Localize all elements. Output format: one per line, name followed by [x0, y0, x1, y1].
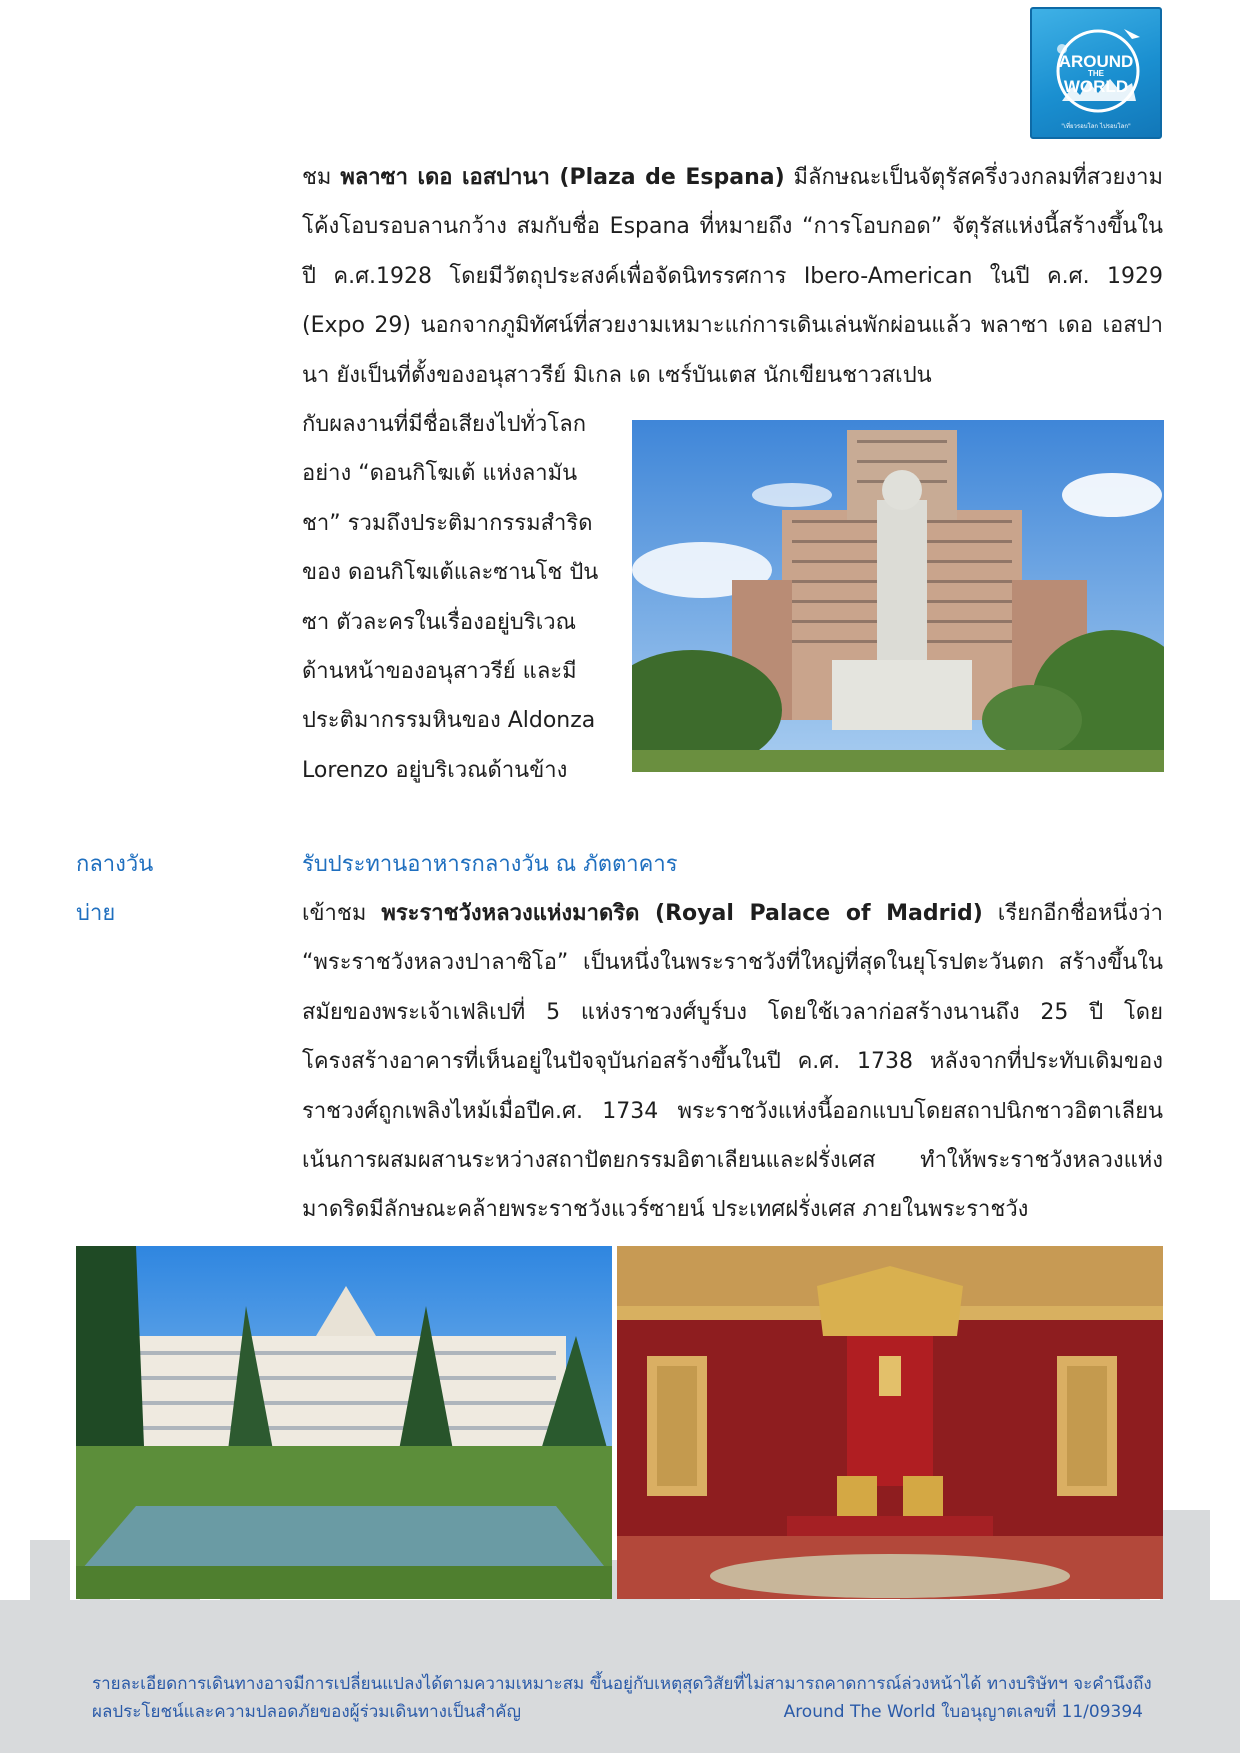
logo-text-the: THE	[1088, 69, 1104, 78]
footer-license: Around The World ใบอนุญาตเลขที่ 11/09394	[783, 1702, 1143, 1722]
footer-disclaimer-line1: รายละเอียดการเดินทางอาจมีการเปลี่ยนแปลงได้ตามความเหมาะสม ขึ้นอยู่กับเหตุสุดวิสัยที่ไม่สามารถคาดการณ์ล่วงหน้าได้ ทางบริษัทฯ จะคำนึงถึง	[92, 1674, 1152, 1694]
afternoon-label: บ่าย	[76, 901, 116, 926]
royal-palace-exterior-photo	[76, 1246, 612, 1599]
logo-text-world: WORLD	[1063, 77, 1129, 96]
lunch-text: รับประทานอาหารกลางวัน ณ ภัตตาคาร	[302, 852, 678, 877]
plaza-de-espana-photo	[632, 420, 1164, 772]
plaza-text: มีลักษณะเป็นจัตุรัสครึ่งวงกลมที่สวยงาม โค้งโอบรอบลานกว้าง สมกับชื่อ Espana ที่หมายถึง “การโอบกอด” จัตุรัสแห่งนี้สร้างขึ้นในปี ค.ศ.1928 โดยมีวัตถุประสงค์เพื่อจัดนิทรรศการ Ibero-American ในปี ค.ศ. 1929 (Expo 29) นอกจากภูมิทัศน์ที่สวยงามเหมาะแก่การเดินเล่นพักผ่อนแล้ว พลาซา เดอ เอสปานา ยังเป็นที่ตั้งของอนุสาวรีย์ มิเกล เด เซร์บันเตส นักเขียนชาวสเปน	[302, 165, 1163, 388]
palace-intro: เข้าชม	[302, 901, 367, 926]
plaza-side-paragraph: กับผลงานที่มีชื่อเสียงไปทั่วโลก อย่าง “ดอนกิโฆเต้ แห่งลามันชา” รวมถึงประติมากรรมสำริด ของ ดอนกิโฆเต้และซานโช ปันซา ตัวละครในเรื่องอยู่บริเวณด้านหน้าของอนุสาวรีย์ และมีประติมากรรมหินของ Aldonza Lorenzo อยู่บริเวณด้านข้าง	[302, 412, 599, 783]
company-logo	[1030, 7, 1162, 139]
plaza-intro: ชม	[302, 165, 332, 190]
palace-name: พระราชวังหลวงแห่งมาดริด (Royal Palace of Madrid)	[381, 901, 983, 926]
palace-paragraph	[302, 889, 1163, 1235]
logo-tagline: "เที่ยวรอบโลก ไปรอบโลก"	[1061, 123, 1131, 130]
noon-label: กลางวัน	[76, 852, 154, 877]
footer	[0, 1600, 1240, 1753]
throne-room-photo	[617, 1246, 1163, 1599]
plaza-name: พลาซา เดอ เอสปานา (Plaza de Espana)	[340, 165, 785, 190]
logo-text-around: AROUND	[1058, 52, 1134, 71]
footer-disclaimer-line2: ผลประโยชน์และความปลอดภัยของผู้ร่วมเดินทางเป็นสำคัญ	[92, 1702, 521, 1722]
plaza-paragraph	[302, 153, 1163, 400]
palace-text: เรียกอีกชื่อหนึ่งว่า “พระราชวังหลวงปาลาซิโอ” เป็นหนึ่งในพระราชวังที่ใหญ่ที่สุดในยุโรปตะวันตก สร้างขึ้นในสมัยของพระเจ้าเฟลิเปที่ 5 แห่งราชวงศ์บูร์บง โดยใช้เวลาก่อสร้างนานถึง 25 ปี โดยโครงสร้างอาคารที่เห็นอยู่ในปัจจุบันก่อสร้างขึ้นในปี ค.ศ. 1738 หลังจากที่ประทับเดิมของราชวงศ์ถูกเพลิงไหม้เมื่อปีค.ศ. 1734 พระราชวังแห่งนี้ออกแบบโดยสถาปนิกชาวอิตาเลียน เน้นการผสมผสานระหว่างสถาปัตยกรรมอิตาเลียนและฝรั่งเศส ทำให้พระราชวังหลวงแห่งมาดริดมีลักษณะคล้ายพระราชวังแวร์ซายน์ ประเทศฝรั่งเศส ภายในพระราชวัง	[302, 901, 1164, 1223]
